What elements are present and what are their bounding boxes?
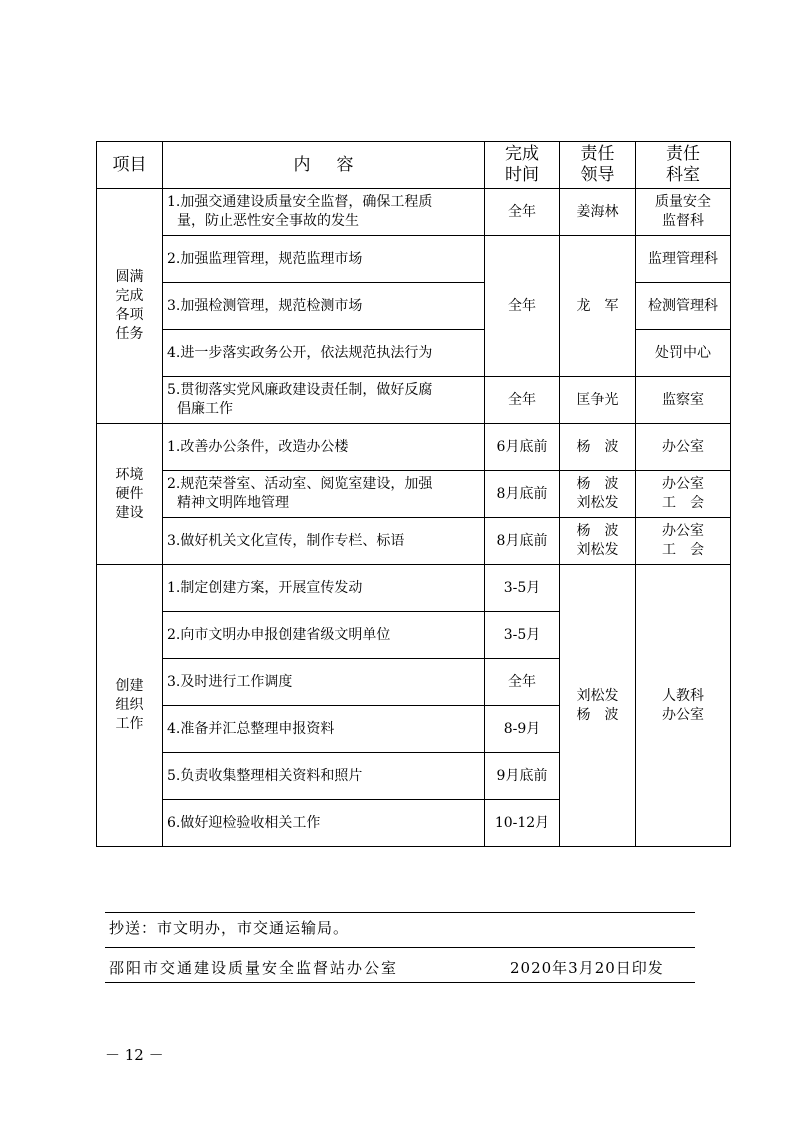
dept-cell: 人教科 办公室 bbox=[636, 565, 731, 847]
time-cell: 8-9月 bbox=[485, 706, 560, 753]
table-row bbox=[97, 518, 731, 565]
content-cell: 3.及时进行工作调度 bbox=[163, 659, 485, 706]
content-cell: 1.改善办公条件，改造办公楼 bbox=[163, 424, 485, 471]
category-cell: 圆满 完成 各项 任务 bbox=[97, 189, 163, 424]
time-cell: 9月底前 bbox=[485, 753, 560, 800]
header-item: 项目 bbox=[97, 142, 163, 189]
header-responsible-leader: 责任 领导 bbox=[560, 142, 636, 189]
content-cell: 3.做好机关文化宣传，制作专栏、标语 bbox=[163, 518, 485, 565]
dept-cell: 监理管理科 bbox=[636, 236, 731, 283]
leader-cell: 匡争光 bbox=[560, 377, 636, 424]
header-content: 内容 bbox=[163, 142, 485, 189]
leader-cell: 杨波 bbox=[560, 424, 636, 471]
leader-cell: 杨波 刘松发 bbox=[560, 518, 636, 565]
time-cell: 全年 bbox=[485, 236, 560, 377]
table-row bbox=[97, 189, 731, 236]
content-cell: 4.进一步落实政务公开，依法规范执法行为 bbox=[163, 330, 485, 377]
time-cell: 全年 bbox=[485, 377, 560, 424]
leader-cell: 刘松发 杨波 bbox=[560, 565, 636, 847]
content-cell: 5.贯彻落实党风廉政建设责任制，做好反腐 倡廉工作 bbox=[163, 377, 485, 424]
content-cell: 5.负责收集整理相关资料和照片 bbox=[163, 753, 485, 800]
table-header-row bbox=[97, 142, 731, 189]
table-row bbox=[97, 471, 731, 518]
dept-cell: 质量安全 监督科 bbox=[636, 189, 731, 236]
content-cell: 1.加强交通建设质量安全监督，确保工程质 量，防止恶性安全事故的发生 bbox=[163, 189, 485, 236]
table-row bbox=[97, 565, 731, 612]
leader-cell: 姜海林 bbox=[560, 189, 636, 236]
header-responsible-dept: 责任 科室 bbox=[636, 142, 731, 189]
issuing-office: 邵阳市交通建设质量安全监督站办公室 bbox=[109, 959, 399, 977]
page-number: － 12 － bbox=[105, 1046, 164, 1064]
footer-rule-top bbox=[105, 912, 695, 913]
content-cell: 4.准备并汇总整理申报资料 bbox=[163, 706, 485, 753]
table-row bbox=[97, 377, 731, 424]
dept-cell: 监察室 bbox=[636, 377, 731, 424]
table-row bbox=[97, 424, 731, 471]
dept-cell: 办公室 bbox=[636, 424, 731, 471]
time-cell: 8月底前 bbox=[485, 471, 560, 518]
content-cell: 2.规范荣誉室、活动室、阅览室建设，加强 精神文明阵地管理 bbox=[163, 471, 485, 518]
dept-cell: 检测管理科 bbox=[636, 283, 731, 330]
category-cell: 环境 硬件 建设 bbox=[97, 424, 163, 565]
dept-cell: 办公室 工会 bbox=[636, 471, 731, 518]
issue-date: 2020年3月20日印发 bbox=[510, 959, 664, 977]
table-row bbox=[97, 283, 731, 330]
time-cell: 6月底前 bbox=[485, 424, 560, 471]
table-row bbox=[97, 236, 731, 283]
table-row bbox=[97, 330, 731, 377]
time-cell: 8月底前 bbox=[485, 518, 560, 565]
content-cell: 3.加强检测管理，规范检测市场 bbox=[163, 283, 485, 330]
footer-rule-middle bbox=[105, 947, 695, 948]
work-plan-table bbox=[96, 141, 731, 847]
dept-cell: 处罚中心 bbox=[636, 330, 731, 377]
category-cell: 创建 组织 工作 bbox=[97, 565, 163, 847]
header-completion-time: 完成 时间 bbox=[485, 142, 560, 189]
time-cell: 3-5月 bbox=[485, 565, 560, 612]
dept-cell: 办公室 工会 bbox=[636, 518, 731, 565]
content-cell: 2.向市文明办申报创建省级文明单位 bbox=[163, 612, 485, 659]
time-cell: 全年 bbox=[485, 189, 560, 236]
footer-rule-bottom bbox=[105, 982, 695, 983]
time-cell: 全年 bbox=[485, 659, 560, 706]
cc-line: 抄送：市文明办，市交通运输局。 bbox=[109, 919, 350, 937]
time-cell: 3-5月 bbox=[485, 612, 560, 659]
content-cell: 2.加强监理管理，规范监理市场 bbox=[163, 236, 485, 283]
leader-cell: 龙军 bbox=[560, 236, 636, 377]
leader-cell: 杨波 刘松发 bbox=[560, 471, 636, 518]
time-cell: 10-12月 bbox=[485, 800, 560, 847]
content-cell: 1.制定创建方案，开展宣传发动 bbox=[163, 565, 485, 612]
content-cell: 6.做好迎检验收相关工作 bbox=[163, 800, 485, 847]
